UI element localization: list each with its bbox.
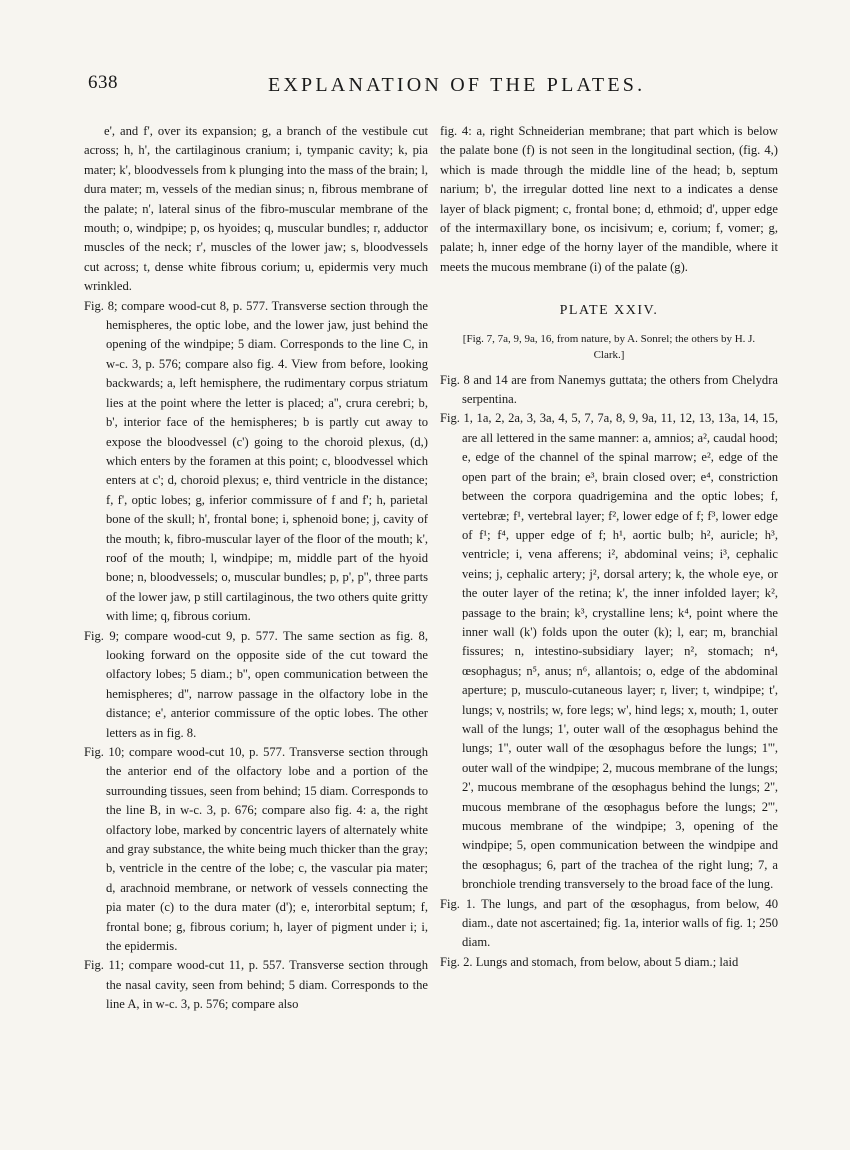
plate-title: PLATE XXIV. (559, 303, 659, 319)
paragraph-fig10: Fig. 10; compare wood-cut 10, p. 577. Transverse section through the anterior end of the olfactory lobe and a portion of the surrounding tissues, seen from behind; 15 diam. Corresponds to the line B, in w-c. 3, p. 676; compare also fig. 4: a, the right olfactory lobe, marked by concentric layers of alternately white and gray substance, the white being much thicker than the gray; b, ventricle in the centre of the lobe; c, the vascular pia mater; d, arachnoid membrane, or network of vessels connecting the pia mater (c) to the dura mater (d'); e, interorbital septum; f, frontal bone; g, fibrous corium; h, layer of pigment under i; i, the epidermis. (84, 745, 428, 954)
paragraph-fig1: Fig. 1. The lungs, and part of the œsophagus, from below, 40 diam., date not ascertained; fig. 1a, interior walls of fig. 1; 250 diam. (440, 896, 778, 950)
left-column (84, 122, 428, 1015)
paragraph-fig11-continued: fig. 4: a, right Schneiderian membrane; that part which is below the palate bone (f) is not seen in the longitudinal section, (fig. 4,) which is made through the middle line of the head; b, septum narium; b', the irregular dotted line next to a indicates a dense layer of black pigment; c, frontal bone; d, ethmoid; d', upper edge of the intermaxillary bone, os incisivum; e, corium; f, vomer; g, palate; h, inner edge of the horny layer of the mandible, where it meets the mucous membrane (i) of the palate (g). (440, 124, 778, 274)
paragraph-fig2: Fig. 2. Lungs and stomach, from below, about 5 diam.; laid (440, 954, 739, 969)
page-number: 638 (88, 72, 118, 93)
paragraph-fig7-continued: e', and f', over its expansion; g, a branch of the vestibule cut across; h, h', the cartilaginous cranium; i, tympanic cavity; k, pia mater; k', bloodvessels from k plunging into the mass of the brain; l, dura mater; m, vessels of the median sinus; n, fibrous membrane of the palate; n', lateral sinus of the fibro-muscular membrane of the mouth; o, windpipe; p, os hyoides; q, muscular bundles; r, adductor muscles of the neck; r', muscles of the lower jaw; s, bloodvessels cut across; t, dense white fibrous corium; u, epidermis very much wrinkled. (84, 124, 428, 294)
paragraph-fig9: Fig. 9; compare wood-cut 9, p. 577. The same section as fig. 8, looking forward on the opposite side of the cut toward the olfactory lobes; 5 diam.; b'', open communication between the hemispheres; d'', narrow passage in the olfactory lobe in the distance; e', anterior commissure of the optic lobes. The other letters as in fig. 8. (84, 628, 428, 740)
paragraph-fig8: Fig. 8; compare wood-cut 8, p. 577. Transverse section through the hemispheres, the optic lobe, and the lower jaw, just behind the opening of the windpipe; 5 diam. Corresponds to the line C, in w-c. 3, p. 576; compare also fig. 4. View from before, looking backwards; a, left hemisphere, the rudimentary corpus striatum lies at the point where the letter is placed; a'', crura cerebri; b, b', interior face of the hemispheres; b is partly cut away to expose the bloodvessel (c') going to the choroid plexus, (d,) which enters by the foramen at this point; c, bloodvessel which enters at c'; d, choroid plexus; e, third ventricle in the distance; f, f', optic lobes; g, inferior commissure of f and f'; h, parietal bone of the skull; h', frontal bone; i, sphenoid bone; j, cavity of the mouth; k, fibro-muscular layer of the floor of the mouth; k', roof of the mouth; l, windpipe; m, middle part of the hyoid bone; n, bloodvessels; o, muscular bundles; p, p', p'', three parts of the lower jaw, p still cartilaginous, the two others quite gritty with lime; q, fibrous corium. (84, 298, 428, 624)
right-column (440, 122, 778, 972)
running-head: EXPLANATION OF THE PLATES. (268, 74, 646, 96)
plate-credit: [Fig. 7, 7a, 9, 9a, 16, from nature, by A. Sonrel; the others by H. J. Clark.] (462, 332, 756, 361)
paragraph-lettering-key: Fig. 1, 1a, 2, 2a, 3, 3a, 4, 5, 7, 7a, 8, 9, 9a, 11, 12, 13, 13a, 14, 15, are all lettered in the same manner: a, amnios; a², caudal hood; e, edge of the channel of the spinal marrow; e², edge of the open part of the brain; e³, brain closed over; e⁴, constriction between the corpora quadrigemina and the optic lobes; f, vertebræ; f¹, vertebral layer; f², lower edge of f; f³, lower edge of f¹; f⁴, upper edge of f; h¹, aortic bulb; h², auricle; h³, ventricle; i, vena afferens; i², abdominal veins; i³, cephalic veins; j, cephalic artery; j², dorsal artery; k, the whole eye, or the outer layer of the retina; k', the inner infolded layer; k², passage to the brain; k³, crystalline lens; k⁴, point where the inner wall (k') folds upon the outer (k); l, ear; m, branchial fissures; n, intestino-subsidiary layer; n², stomach; n⁴, œsophagus; n⁵, anus; n⁶, allantois; o, edge of the abdominal aperture; p, musculo-cutaneous layer; r, liver; t, windpipe; t', lungs; v, nostrils; w, fore legs; w', hind legs; x, mouth; 1, outer wall of the lungs; 1', outer wall of the œsophagus behind the lungs; 1'', outer wall of the œsophagus before the lungs; 1''', outer wall of the windpipe; 2, mucous membrane of the lungs; 2', mucous membrane of the œsophagus behind the lungs; 2'', mucous membrane of the œsophagus before the lungs; 2''', mucous membrane of the windpipe; 3, opening of the windpipe; 5, open communication between the windpipe and the œsophagus; 6, part of the trachea of the right lung; 7, a bronchiole trending transversely to the broad face of the lung. (440, 411, 778, 892)
paragraph-fig11: Fig. 11; compare wood-cut 11, p. 557. Transverse section through the nasal cavity, seen from behind; 5 diam. Corresponds to the line A, in w-c. 3, p. 576; compare also (84, 958, 428, 1012)
paragraph-species-note: Fig. 8 and 14 are from Nanemys guttata; the others from Chelydra serpentina. (440, 372, 778, 407)
